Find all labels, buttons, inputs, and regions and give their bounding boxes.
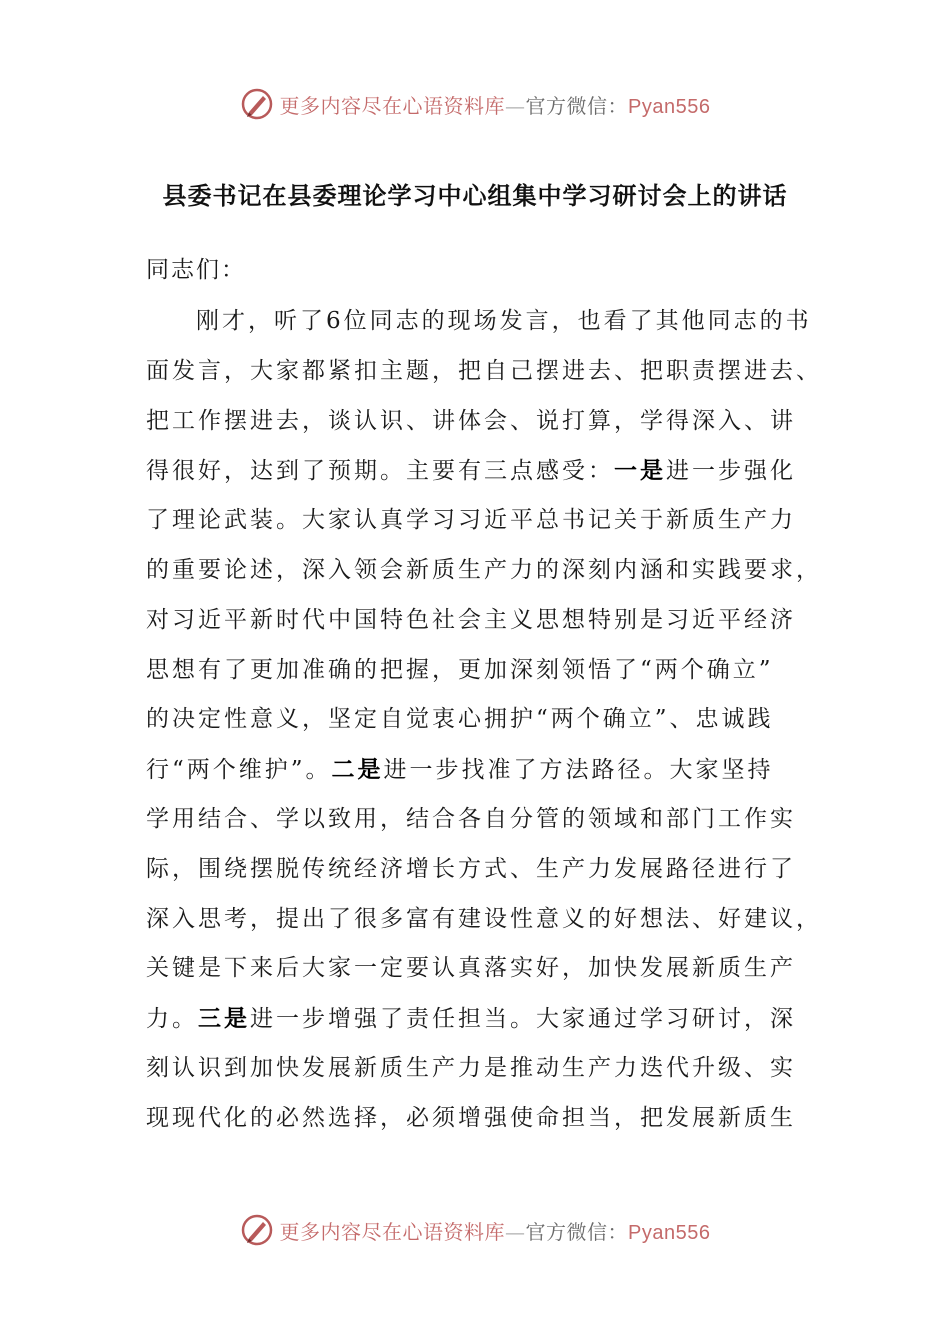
body-line: 刻认识到加快发展新质生产力是推动生产力迭代升级、实 bbox=[146, 1054, 796, 1081]
banner-text bbox=[280, 90, 711, 119]
body-line: 把工作摆进去，谈认识、讲体会、说打算，学得深入、讲 bbox=[146, 407, 796, 434]
body-text-run: 进一步找准了方法路径。大家坚持 bbox=[383, 757, 774, 784]
body-line: 对习近平新时代中国特色社会主义思想特别是习近平经济 bbox=[146, 606, 796, 633]
body-line: 现现代化的必然选择，必须增强使命担当，把发展新质生 bbox=[146, 1104, 796, 1131]
banner-wechat-label: 官方微信： bbox=[525, 1219, 629, 1244]
body-line bbox=[146, 994, 806, 1044]
header-banner bbox=[0, 84, 950, 124]
pen-logo-icon bbox=[240, 87, 274, 121]
banner-wechat-id: Pyan556 bbox=[628, 95, 711, 118]
body-line: 深入思考，提出了很多富有建设性意义的好想法、好建议， bbox=[146, 905, 822, 932]
body-line: 刚才，听了6位同志的现场发言，也看了其他同志的书 bbox=[196, 308, 812, 334]
body-line bbox=[146, 745, 806, 795]
banner-text bbox=[280, 1216, 711, 1245]
pen-logo-icon bbox=[240, 1213, 274, 1247]
body-line: 学用结合、学以致用，结合各自分管的领域和部门工作实 bbox=[146, 805, 796, 832]
banner-wechat-id: Pyan556 bbox=[628, 1221, 711, 1244]
body-line: 了理论武装。大家认真学习习近平总书记关于新质生产力 bbox=[146, 507, 796, 534]
body-line: 的决定性意义，坚定自觉衷心拥护“两个确立”、忠诚践 bbox=[146, 706, 774, 733]
banner-label: 更多内容尽在心语资料库 bbox=[279, 1219, 506, 1244]
body-text-run: 进一步增强了责任担当。大家通过学习研讨，深 bbox=[250, 1006, 796, 1033]
salutation: 同志们： bbox=[146, 257, 246, 283]
bold-lead-three: 三是 bbox=[198, 1005, 250, 1033]
body-text-run: 力。 bbox=[146, 1006, 198, 1033]
body-line: 面发言，大家都紧扣主题，把自己摆进去、把职责摆进去、 bbox=[146, 357, 822, 384]
body-text-run: 进一步强化 bbox=[666, 458, 796, 485]
body-line: 思想有了更加准确的把握，更加深刻领悟了“两个确立” bbox=[146, 656, 774, 683]
body-line: 际，围绕摆脱传统经济增长方式、生产力发展路径进行了 bbox=[146, 855, 796, 882]
body-text-run: 得很好，达到了预期。主要有三点感受： bbox=[146, 458, 614, 485]
banner-dash: — bbox=[505, 1219, 526, 1244]
body-line: 的重要论述，深入领会新质生产力的深刻内涵和实践要求， bbox=[146, 556, 822, 583]
footer-banner bbox=[0, 1210, 950, 1250]
body-line bbox=[146, 446, 806, 496]
bold-lead-two: 二是 bbox=[331, 756, 384, 784]
body-line: 关键是下来后大家一定要认真落实好，加快发展新质生产 bbox=[146, 955, 796, 982]
body-text-run: 行“两个维护”。 bbox=[146, 757, 332, 784]
bold-lead-one: 一是 bbox=[614, 457, 666, 485]
banner-dash: — bbox=[505, 93, 526, 118]
document-title: 县委书记在县委理论学习中心组集中学习研讨会上的讲话 bbox=[162, 182, 788, 210]
banner-wechat-label: 官方微信： bbox=[525, 93, 629, 118]
banner-label: 更多内容尽在心语资料库 bbox=[279, 93, 506, 118]
document-body bbox=[146, 297, 822, 1144]
